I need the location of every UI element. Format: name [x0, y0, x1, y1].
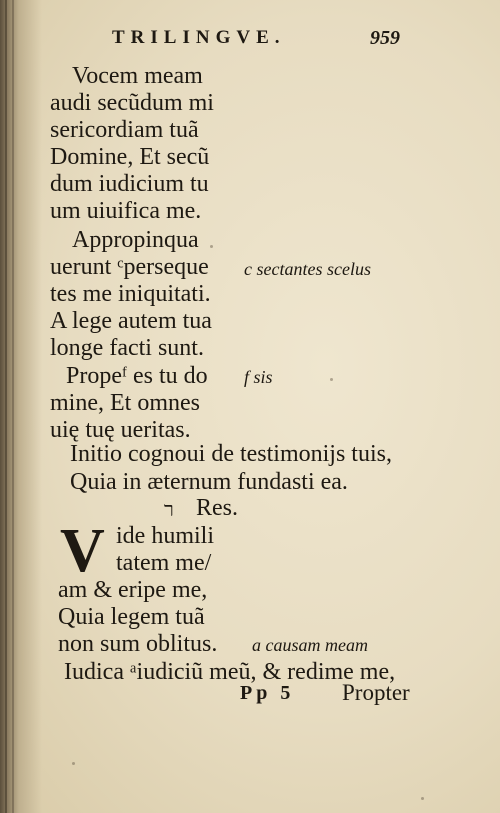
paper-speck — [72, 762, 75, 765]
gutter-edge-line — [5, 0, 7, 813]
text-line: uerunt ᶜperseque — [50, 254, 209, 280]
text-line: audi secũdum mi — [50, 90, 214, 116]
text-line: Appropinqua — [72, 227, 199, 253]
text-line: um uiuifica me. — [50, 198, 202, 224]
margin-note-c: c sectantes scelus — [244, 259, 371, 279]
section-heading: Res. — [196, 495, 238, 521]
drop-cap: V — [60, 517, 105, 585]
hebrew-letter-resh: ר — [164, 499, 174, 521]
text-line: uię tuę ueritas. — [50, 417, 191, 443]
catchword: Propter — [342, 680, 410, 705]
text-line: am & eripe me, — [58, 577, 208, 603]
running-head: TRILINGVE. — [112, 27, 286, 48]
gutter-edge-line — [12, 0, 14, 813]
text-line: Domine, Et secũ — [50, 144, 210, 170]
paper-speck — [330, 378, 333, 381]
text-line: Quia in æternum fundasti ea. — [70, 469, 348, 495]
binding-gutter — [0, 0, 42, 813]
margin-note-a: a causam meam — [252, 635, 368, 655]
paper-speck — [210, 245, 213, 248]
text-line: Propeᶠ es tu do — [66, 363, 208, 389]
text-line: non sum oblitus. — [58, 631, 218, 657]
text-line: A lege autem tua — [50, 308, 212, 334]
text-line: tes me iniquitati. — [50, 281, 211, 307]
text-line: Initio cognoui de testimonijs tuis, — [70, 441, 392, 467]
text-line: Vocem meam — [72, 63, 203, 89]
text-line: ide humili — [116, 523, 214, 549]
signature-mark: Pp 5 — [240, 682, 295, 704]
text-line: dum iudicium tu — [50, 171, 209, 197]
page-number: 959 — [370, 27, 400, 49]
text-line: tatem me/ — [116, 550, 212, 576]
paper-speck — [421, 797, 424, 800]
text-line: Quia legem tuã — [58, 604, 205, 630]
text-line: longe facti sunt. — [50, 335, 204, 361]
margin-note-f: f sis — [244, 367, 273, 387]
text-line: sericordiam tuã — [50, 117, 199, 143]
text-line: Iudica ᵃiudiciũ meũ, & redime me, — [64, 659, 396, 685]
text-line: mine, Et omnes — [50, 390, 200, 416]
